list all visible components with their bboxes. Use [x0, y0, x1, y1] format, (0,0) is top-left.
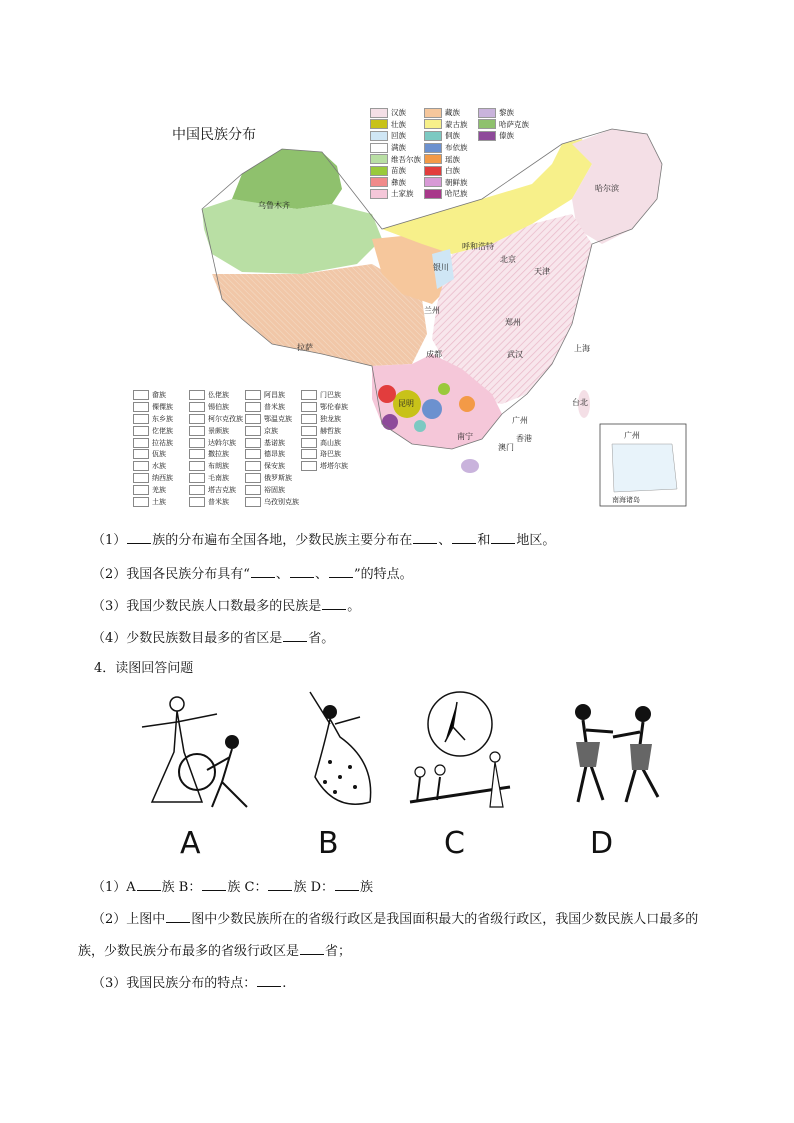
legend-swatch	[424, 189, 442, 199]
legend-swatch	[424, 166, 442, 176]
legend-label: 哈尼族	[445, 189, 468, 199]
city-label: 郑州	[505, 318, 521, 327]
legend-item	[424, 107, 478, 118]
legend-item	[370, 107, 424, 118]
legend-item	[301, 402, 357, 412]
legend-label: 藏族	[445, 108, 460, 118]
legend-item	[245, 485, 301, 495]
answer-blank[interactable]	[268, 878, 292, 891]
legend-item	[133, 426, 189, 436]
legend-label: 撒拉族	[208, 450, 229, 459]
legend-row	[370, 177, 532, 189]
map-title: 中国民族分布	[172, 127, 256, 143]
legend-swatch	[245, 426, 261, 436]
figure-d-wrestlers	[548, 682, 688, 822]
legend-label: 乌孜别克族	[264, 497, 299, 506]
answer-blank[interactable]	[329, 565, 353, 578]
legend-label: 鄂伦春族	[320, 402, 348, 411]
legend-item	[245, 414, 301, 424]
figure-label-c: C	[444, 826, 465, 861]
legend-swatch	[189, 473, 205, 483]
answer-blank[interactable]	[202, 878, 226, 891]
legend-item	[189, 461, 245, 471]
legend-swatch	[133, 426, 149, 436]
legend-item	[301, 414, 357, 424]
legend-item	[370, 188, 424, 199]
legend-swatch	[189, 485, 205, 495]
map-legend-minor	[133, 389, 373, 508]
legend-swatch	[301, 414, 317, 424]
legend-label: 朝鲜族	[445, 177, 468, 187]
legend-row	[370, 107, 532, 119]
legend-item	[424, 188, 478, 199]
legend-row	[133, 496, 373, 508]
legend-item	[301, 426, 357, 436]
legend-label: 哈萨克族	[499, 119, 529, 129]
legend-item	[133, 390, 189, 400]
legend-item	[424, 142, 478, 153]
legend-row	[133, 413, 373, 425]
legend-swatch	[370, 154, 388, 164]
figure-label-b: B	[318, 826, 339, 861]
legend-item	[424, 154, 478, 165]
city-label: 上海	[574, 344, 590, 353]
legend-label: 彝族	[391, 177, 406, 187]
legend-item	[245, 461, 301, 471]
legend-row	[370, 142, 532, 154]
legend-label: 保安族	[264, 462, 285, 471]
legend-label: 普米族	[208, 497, 229, 506]
city-label: 澳门	[498, 443, 514, 452]
legend-swatch	[370, 119, 388, 129]
city-label: 兰州	[424, 306, 440, 315]
legend-item	[370, 119, 424, 130]
city-label: 乌鲁木齐	[258, 201, 290, 210]
legend-item	[370, 154, 424, 165]
legend-swatch	[245, 461, 261, 471]
legend-item	[245, 402, 301, 412]
legend-swatch	[133, 390, 149, 400]
city-label: 银川	[433, 263, 449, 272]
legend-swatch	[133, 461, 149, 471]
legend-row	[370, 153, 532, 165]
legend-label: 鄂温克族	[264, 414, 292, 423]
legend-swatch	[133, 497, 149, 507]
legend-row	[133, 401, 373, 413]
figure-a-dancers	[122, 682, 262, 822]
legend-swatch	[424, 143, 442, 153]
legend-label: 水族	[152, 462, 166, 471]
city-label: 哈尔滨	[595, 184, 619, 193]
legend-item	[245, 449, 301, 459]
city-label: 成都	[426, 350, 442, 359]
legend-swatch	[245, 390, 261, 400]
legend-label: 拉祜族	[152, 438, 173, 447]
city-label: 呼和浩特	[462, 242, 494, 251]
legend-label: 景颇族	[208, 426, 229, 435]
legend-swatch	[301, 402, 317, 412]
legend-swatch	[478, 108, 496, 118]
legend-label: 仫佬族	[208, 390, 229, 399]
legend-swatch	[424, 119, 442, 129]
legend-swatch	[133, 449, 149, 459]
legend-label: 京族	[264, 426, 278, 435]
legend-swatch	[301, 449, 317, 459]
legend-item	[133, 402, 189, 412]
legend-item	[189, 438, 245, 448]
figure-label-a: A	[180, 826, 201, 861]
legend-swatch	[189, 414, 205, 424]
legend-swatch	[301, 438, 317, 448]
legend-label: 苗族	[391, 166, 406, 176]
legend-label: 土家族	[391, 189, 414, 199]
legend-label: 瑶族	[445, 154, 460, 164]
legend-label: 东乡族	[152, 414, 173, 423]
legend-item	[189, 414, 245, 424]
legend-swatch	[189, 426, 205, 436]
legend-swatch	[370, 166, 388, 176]
legend-item	[189, 485, 245, 495]
legend-item	[370, 130, 424, 141]
legend-swatch	[245, 497, 261, 507]
legend-label: 黎族	[499, 108, 514, 118]
legend-item	[189, 402, 245, 412]
legend-label: 锡伯族	[208, 402, 229, 411]
legend-item	[424, 130, 478, 141]
legend-item	[133, 414, 189, 424]
legend-label: 达斡尔族	[208, 438, 236, 447]
legend-swatch	[245, 438, 261, 448]
legend-swatch	[245, 414, 261, 424]
answer-blank[interactable]	[257, 974, 281, 987]
legend-label: 柯尔克孜族	[208, 414, 243, 423]
city-label: 拉萨	[297, 343, 313, 352]
legend-swatch	[478, 131, 496, 141]
legend-row	[370, 165, 532, 177]
city-label: 昆明	[398, 399, 414, 408]
legend-swatch	[245, 449, 261, 459]
legend-item	[245, 426, 301, 436]
legend-swatch	[301, 390, 317, 400]
city-label: 武汉	[507, 350, 523, 359]
legend-item	[189, 497, 245, 507]
legend-label: 白族	[445, 166, 460, 176]
legend-label: 纳西族	[152, 474, 173, 483]
legend-swatch	[370, 189, 388, 199]
legend-swatch	[133, 473, 149, 483]
legend-item	[133, 449, 189, 459]
legend-swatch	[370, 131, 388, 141]
legend-row	[370, 130, 532, 142]
legend-label: 俄罗斯族	[264, 474, 292, 483]
legend-swatch	[370, 177, 388, 187]
legend-item	[370, 165, 424, 176]
legend-label: 满族	[391, 143, 406, 153]
legend-label: 阿昌族	[264, 390, 285, 399]
legend-label: 傣族	[499, 131, 514, 141]
legend-row	[133, 437, 373, 449]
legend-row	[133, 425, 373, 437]
legend-item	[245, 473, 301, 483]
legend-swatch	[133, 402, 149, 412]
city-label: 香港	[516, 434, 532, 443]
figure-c-seesaw	[395, 682, 535, 822]
answer-blank[interactable]	[300, 942, 324, 955]
legend-item	[478, 130, 532, 141]
legend-label: 门巴族	[320, 390, 341, 399]
legend-row	[370, 188, 532, 200]
legend-label: 赫哲族	[320, 426, 341, 435]
legend-item	[370, 177, 424, 188]
legend-swatch	[189, 402, 205, 412]
q3-item-3: （3）我国少数民族人口数最多的民族是 。	[92, 599, 361, 614]
legend-swatch	[301, 426, 317, 436]
legend-row	[133, 448, 373, 460]
legend-item	[301, 449, 357, 459]
q4-item-2-cont: 族，少数民族分布最多的省级行政区是 省；	[78, 944, 352, 959]
legend-item	[370, 142, 424, 153]
legend-item	[301, 390, 357, 400]
legend-item	[133, 438, 189, 448]
answer-blank[interactable]	[251, 565, 275, 578]
legend-label: 回族	[391, 131, 406, 141]
map-legend-major	[370, 107, 532, 200]
legend-item	[245, 438, 301, 448]
figure-label-d: D	[590, 826, 614, 861]
q4-item-2: （2）上图中 图中少数民族所在的省级行政区是我国面积最大的省级行政区，我国少数民族人口最多的	[92, 912, 699, 927]
q4-item-1: （1）A 族 B： 族 C： 族 D： 族	[92, 880, 374, 895]
legend-swatch	[424, 131, 442, 141]
legend-swatch	[424, 154, 442, 164]
answer-blank[interactable]	[137, 878, 161, 891]
legend-item	[189, 390, 245, 400]
legend-swatch	[370, 143, 388, 153]
legend-label: 仡佬族	[152, 426, 173, 435]
legend-label: 布依族	[445, 143, 468, 153]
legend-swatch	[478, 119, 496, 129]
city-label: 北京	[500, 255, 516, 264]
legend-item	[189, 449, 245, 459]
answer-blank[interactable]	[283, 629, 307, 642]
city-label: 广州	[512, 416, 528, 425]
legend-item	[301, 438, 357, 448]
q3-item-4: （4）少数民族数目最多的省区是 省。	[92, 631, 335, 646]
answer-blank[interactable]	[335, 878, 359, 891]
legend-item	[424, 165, 478, 176]
legend-swatch	[133, 485, 149, 495]
legend-item	[133, 497, 189, 507]
answer-blank[interactable]	[452, 531, 476, 544]
legend-item	[301, 461, 357, 471]
legend-label: 畲族	[152, 390, 166, 399]
legend-item	[133, 461, 189, 471]
legend-swatch	[245, 402, 261, 412]
legend-item	[189, 426, 245, 436]
legend-swatch	[424, 108, 442, 118]
legend-label: 布朗族	[208, 462, 229, 471]
legend-label: 塔塔尔族	[320, 462, 348, 471]
legend-row	[133, 460, 373, 472]
q3-item-1: （1） 族的分布遍布全国各地，少数民族主要分布在 、 和 地区。	[92, 533, 556, 548]
legend-row	[370, 119, 532, 131]
legend-swatch	[133, 438, 149, 448]
legend-item	[424, 119, 478, 130]
legend-label: 高山族	[320, 438, 341, 447]
answer-blank[interactable]	[413, 531, 437, 544]
answer-blank[interactable]	[127, 531, 151, 544]
legend-row	[133, 484, 373, 496]
legend-swatch	[189, 390, 205, 400]
legend-swatch	[133, 414, 149, 424]
legend-label: 毛南族	[208, 474, 229, 483]
legend-label: 裕固族	[264, 486, 285, 495]
legend-label: 普米族	[264, 402, 285, 411]
region-xinjiang-south	[202, 199, 382, 274]
legend-item	[133, 485, 189, 495]
legend-item	[245, 497, 301, 507]
legend-row	[133, 389, 373, 401]
legend-swatch	[189, 438, 205, 448]
legend-label: 基诺族	[264, 438, 285, 447]
legend-item	[478, 107, 532, 118]
q4-heading: 4．读图回答问题	[94, 661, 194, 676]
legend-label: 壮族	[391, 119, 406, 129]
legend-item	[245, 390, 301, 400]
answer-blank[interactable]	[290, 565, 314, 578]
legend-item	[424, 177, 478, 188]
legend-label: 维吾尔族	[391, 154, 421, 164]
legend-item	[478, 119, 532, 130]
legend-label: 傈僳族	[152, 402, 173, 411]
legend-swatch	[245, 485, 261, 495]
legend-label: 塔吉克族	[208, 486, 236, 495]
legend-swatch	[424, 177, 442, 187]
legend-swatch	[189, 461, 205, 471]
q4-item-3: （3）我国民族分布的特点： .	[92, 976, 287, 991]
legend-swatch	[245, 473, 261, 483]
city-label: 南宁	[457, 432, 473, 441]
answer-blank[interactable]	[322, 597, 346, 610]
legend-swatch	[370, 108, 388, 118]
city-label: 台北	[572, 398, 588, 407]
legend-label: 蒙古族	[445, 119, 468, 129]
answer-blank[interactable]	[491, 531, 515, 544]
legend-label: 羌族	[152, 486, 166, 495]
legend-swatch	[301, 461, 317, 471]
answer-blank[interactable]	[166, 910, 190, 923]
legend-label: 汉族	[391, 108, 406, 118]
legend-label: 珞巴族	[320, 450, 341, 459]
legend-label: 德昂族	[264, 450, 285, 459]
city-label: 天津	[534, 267, 550, 276]
city-label: 南海诸岛	[612, 496, 640, 504]
q3-item-2: （2）我国各民族分布具有“ 、 、 ”的特点。	[92, 567, 413, 582]
legend-label: 佤族	[152, 450, 166, 459]
legend-swatch	[189, 497, 205, 507]
legend-item	[133, 473, 189, 483]
legend-row	[133, 472, 373, 484]
legend-label: 独龙族	[320, 414, 341, 423]
legend-item	[189, 473, 245, 483]
legend-swatch	[189, 449, 205, 459]
legend-label: 土族	[152, 497, 166, 506]
city-label: 广州	[624, 431, 640, 440]
legend-label: 侗族	[445, 131, 460, 141]
